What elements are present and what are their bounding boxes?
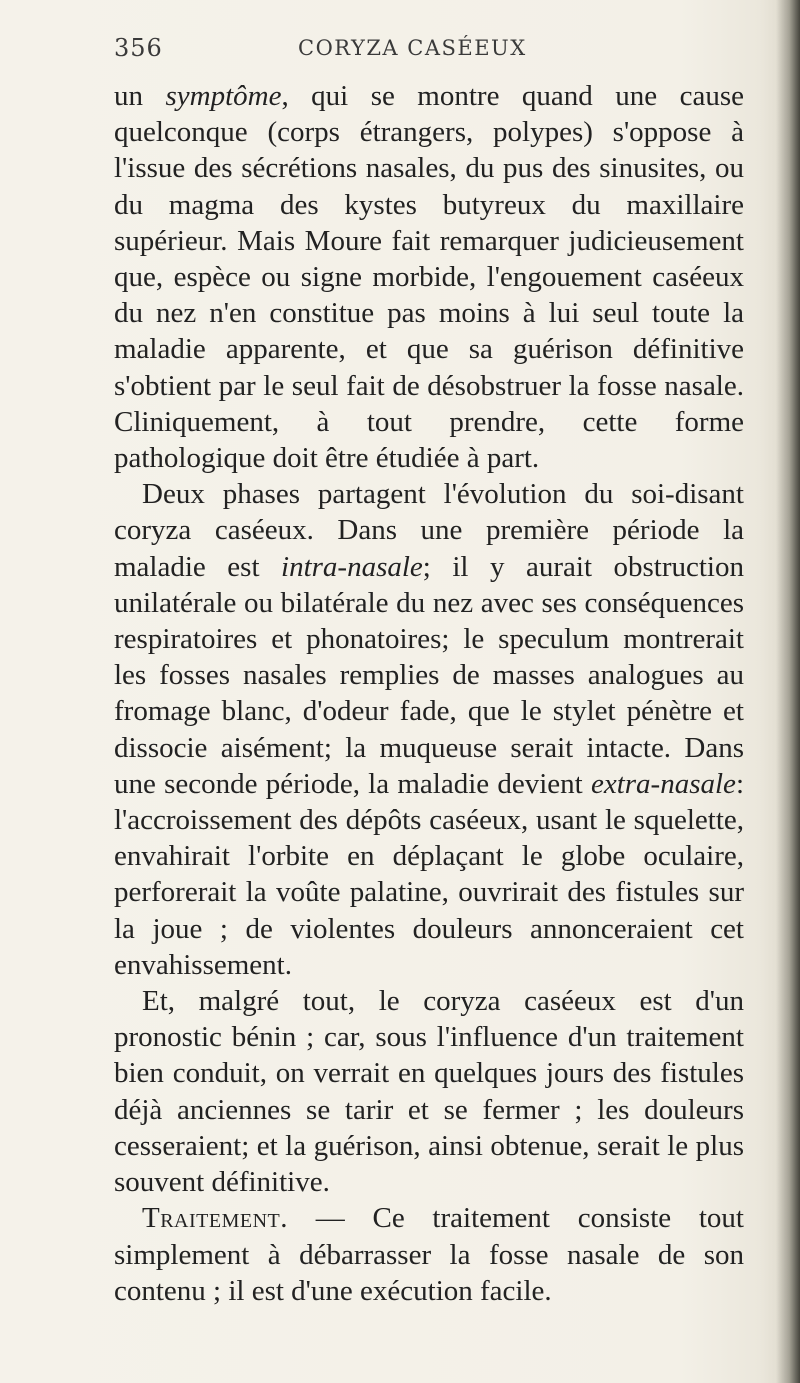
section-label-traitement: Traitement. bbox=[142, 1202, 289, 1235]
italic-term-symptome: symptôme bbox=[165, 80, 282, 112]
page-edge-shadow bbox=[776, 0, 800, 1383]
paragraph-1 bbox=[114, 78, 744, 476]
text-run: : l'accroissement des dépôts caséeux, usant le squelette, envahirait l'orbite en déplaçant le globe oculaire, perforerait la voûte palatine, ouvrirait des fistules sur la joue ; de violentes douleurs annonceraient cet envahissement. bbox=[114, 767, 744, 981]
italic-term-extra-nasale: extra-nasale bbox=[590, 767, 736, 800]
page-number: 356 bbox=[114, 34, 163, 62]
text-run: ; il y aurait obstruction unilatérale ou bilatérale du nez avec ses conséquences respiratoires et phonatoires; le speculum montrerait les fosses nasales remplies de masses analogues au fromage blanc, d'odeur fade, que le stylet pénètre et dissocie aisément; la muqueuse serait intacte. Dans une seconde période, la maladie devient bbox=[114, 550, 744, 800]
page-header bbox=[0, 34, 800, 74]
text-run: , qui se montre quand une cause quelconque (corps étrangers, polypes) s'oppose à l'issue des sécrétions nasales, du pus des sinusites, ou du magma des kystes butyreux du maxillaire supérieur. Mais Moure fait remarquer judicieusement que, espèce ou signe morbide, l'engouement caséeux du nez n'en constitue pas moins à lui seul toute la maladie apparente, et que sa guérison définitive s'obtient par le seul fait de désobstruer la fosse nasale. Cliniquement, à tout prendre, cette forme pathologique doit être étudiée à part. bbox=[114, 80, 744, 475]
running-head: CORYZA CASÉEUX bbox=[298, 36, 527, 60]
body-text bbox=[114, 78, 744, 1309]
text-run: Deux phases partagent l'évolution du soi-disant coryza caséeux. Dans une première période la maladie est bbox=[114, 478, 744, 583]
text-run: un bbox=[114, 80, 166, 112]
paragraph-4 bbox=[114, 1200, 744, 1309]
paragraph-3: Et, malgré tout, le coryza caséeux est d'un pronostic bénin ; car, sous l'influence d'un traitement bien conduit, on verrait en quelques jours des fistules déjà anciennes se tarir et se fermer ; les douleurs cesseraient; et la guérison, ainsi obtenue, serait le plus souvent définitive. bbox=[114, 985, 744, 1199]
paragraph-2 bbox=[114, 476, 744, 983]
text-run: — Ce traitement consiste tout simplement à débarrasser la fosse nasale de son contenu ; il est d'une exécution facile. bbox=[114, 1202, 744, 1307]
italic-term-intra-nasale: intra-nasale bbox=[281, 550, 423, 583]
